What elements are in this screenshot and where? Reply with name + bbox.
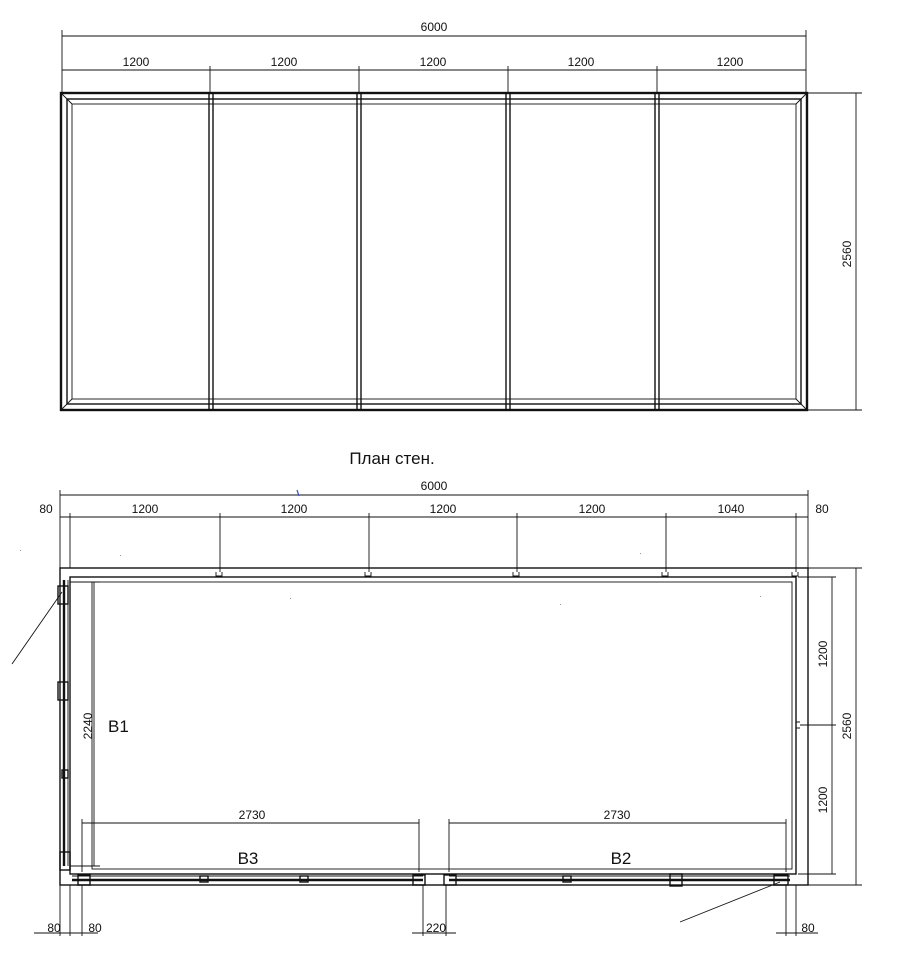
bottom-wall-inner <box>70 577 796 874</box>
bottom-room-interior <box>92 582 792 869</box>
door-b1-leader <box>12 592 62 664</box>
wall-joint-mark <box>662 572 668 576</box>
top-overall-dim: 6000 <box>420 20 448 34</box>
wall-joint-mark <box>792 572 798 576</box>
top-frame-middle <box>67 99 801 404</box>
wall-joint-mark <box>216 572 222 576</box>
right-lower-dim: 1200 <box>816 786 830 814</box>
b2-label: B2 <box>610 849 632 868</box>
top-seg-dim-3: 1200 <box>419 55 447 69</box>
plan-title: План стен. <box>349 449 435 468</box>
bottom-seg-dim-3: 1200 <box>429 502 457 516</box>
top-seg-dim-4: 1200 <box>567 55 595 69</box>
top-frame-outer <box>61 93 807 410</box>
top-seg-dim-2: 1200 <box>270 55 298 69</box>
wall-joint-mark <box>365 572 371 576</box>
bottom-seg-dim-4: 1200 <box>578 502 606 516</box>
bottom-dim-right: 80 <box>801 921 815 935</box>
b1-opening-dim: 2240 <box>81 712 95 740</box>
door-b2-leader <box>680 882 780 922</box>
b3-opening-dim: 2730 <box>238 808 266 822</box>
bottom-seg-dim-2: 1200 <box>280 502 308 516</box>
top-seg-dim-5: 1200 <box>716 55 744 69</box>
scan-speck <box>640 553 641 554</box>
top-plan <box>61 20 862 410</box>
top-seg-dim-1: 1200 <box>122 55 150 69</box>
scan-speck <box>760 596 761 597</box>
scan-speck <box>290 598 291 599</box>
bottom-height-dim: 2560 <box>840 712 854 740</box>
scan-speck <box>120 555 121 556</box>
scan-speck <box>20 550 21 551</box>
bottom-dim-left-a: 80 <box>47 921 61 935</box>
top-frame-inner <box>72 104 796 399</box>
bottom-seg-dim-5: 1040 <box>717 502 745 516</box>
wall-joint-mark <box>513 572 519 576</box>
bottom-dim-middle: 220 <box>425 921 447 935</box>
b1-label: B1 <box>108 717 129 736</box>
top-height-dim: 2560 <box>840 240 854 268</box>
bottom-overall-dim: 6000 <box>420 479 448 493</box>
right-upper-dim: 1200 <box>816 640 830 668</box>
scan-speck <box>560 604 561 605</box>
bottom-left-offset-dim: 80 <box>39 502 53 516</box>
b3-label: B3 <box>237 849 259 868</box>
bottom-right-offset-dim: 80 <box>815 502 829 516</box>
b2-opening-dim: 2730 <box>603 808 631 822</box>
bottom-seg-dim-1: 1200 <box>131 502 159 516</box>
bottom-wall-outer <box>60 568 808 885</box>
bottom-dim-left-b: 80 <box>88 921 102 935</box>
bottom-plan <box>12 479 862 936</box>
